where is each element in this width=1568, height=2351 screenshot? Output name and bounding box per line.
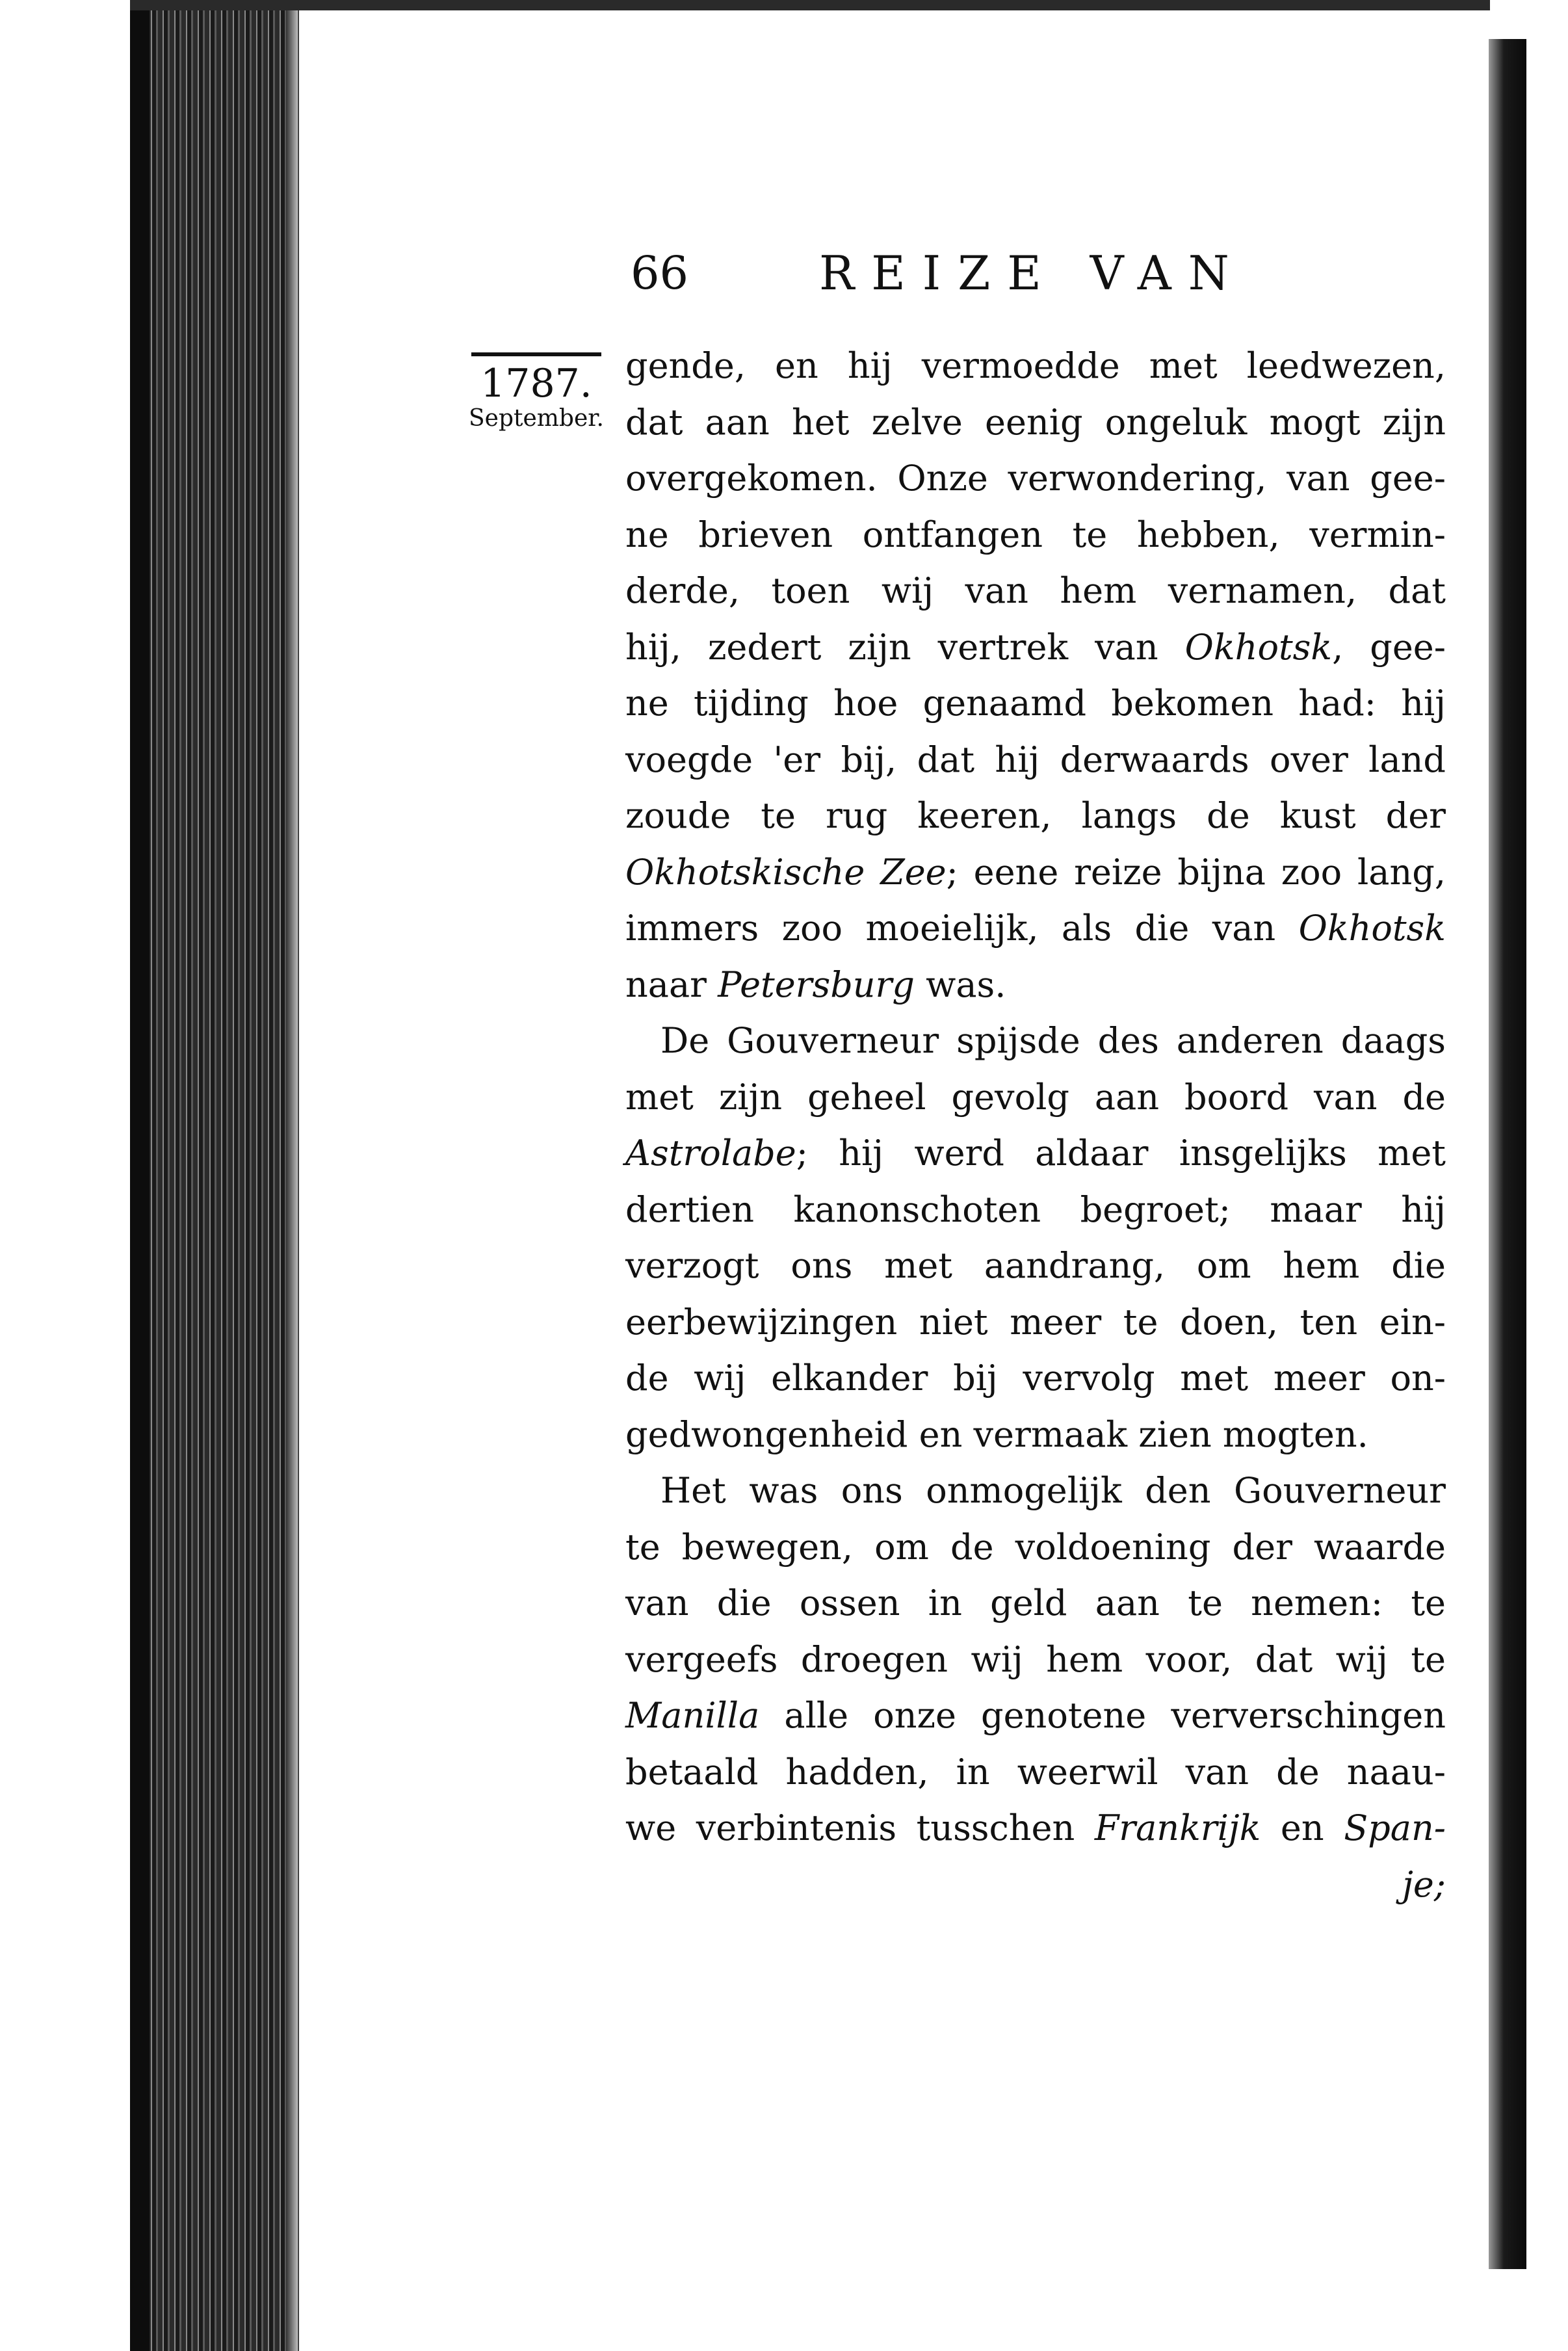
text-segment: zoude te rug keeren, langs de kust der [625, 795, 1446, 836]
text-segment: ne tijding hoe genaamd bekomen had: hij [625, 683, 1446, 724]
text-line [625, 788, 1446, 845]
text-line [625, 507, 1446, 564]
text-line [625, 1744, 1446, 1801]
text-line [625, 1575, 1446, 1632]
text-segment: we verbintenis tusschen [625, 1807, 1095, 1848]
body-text [625, 338, 1446, 1913]
text-segment: gedwongenheid en vermaak zien mogten. [625, 1413, 1368, 1455]
text-line [625, 451, 1446, 507]
italic-text: Span- [1344, 1807, 1446, 1848]
text-line [625, 1800, 1446, 1857]
text-segment: met zijn geheel gevolg aan boord van de [625, 1076, 1446, 1118]
text-line [625, 1350, 1446, 1407]
text-segment: overgekomen. Onze verwondering, van gee- [625, 458, 1446, 499]
page-top-edge [130, 0, 1495, 10]
text-line [625, 395, 1446, 451]
text-line [625, 1463, 1446, 1519]
text-segment: dertien kanonschoten begroet; maar hij [625, 1189, 1446, 1230]
text-line [625, 1125, 1446, 1182]
text-line [625, 1238, 1446, 1294]
italic-text: Okhotsk [1298, 908, 1446, 949]
text-segment: , gee- [1332, 626, 1446, 668]
text-segment: dat aan het zelve eenig ongeluk mogt zijn [625, 401, 1446, 443]
text-segment: voegde 'er bij, dat hij derwaards over land [625, 739, 1446, 780]
text-line [625, 676, 1446, 732]
text-line [625, 1688, 1446, 1744]
text-segment: verzogt ons met aandrang, om hem die [625, 1245, 1446, 1286]
text-segment: ; hij werd aldaar insgelijks met [796, 1133, 1446, 1174]
text-line [625, 1519, 1446, 1576]
page-right-edge [1489, 39, 1526, 2269]
text-line [625, 900, 1446, 957]
text-line [625, 732, 1446, 789]
text-line [625, 957, 1446, 1014]
margin-month: September. [469, 405, 604, 432]
text-line [625, 1070, 1446, 1126]
page-header [624, 241, 1274, 306]
text-segment: immers zoo moeielijk, als die van [625, 908, 1299, 949]
text-line [625, 845, 1446, 901]
text-segment: te bewegen, om de voldoening der waarde [625, 1526, 1446, 1568]
italic-text: Okhotsk [1184, 626, 1333, 668]
italic-text: Manilla [625, 1695, 760, 1736]
text-segment: ne brieven ontfangen te hebben, vermin- [625, 514, 1446, 555]
margin-date-note [465, 345, 608, 433]
text-line [625, 1857, 1446, 1913]
margin-rule [471, 352, 601, 356]
italic-text: Okhotskische Zee [625, 851, 947, 893]
text-segment: De Gouverneur spijsde des anderen daags [625, 1020, 1446, 1061]
italic-text: Petersburg [718, 964, 915, 1005]
text-segment: en [1261, 1807, 1344, 1848]
page-gutter-shadow [286, 0, 298, 2351]
text-segment: hij, zedert zijn vertrek van [625, 626, 1185, 668]
text-segment: alle onze genotene ververschingen [759, 1695, 1446, 1736]
scan-margin [0, 0, 130, 2351]
text-segment: betaald hadden, in weerwil van de naau- [625, 1751, 1446, 1793]
running-head: REIZE VAN [819, 246, 1246, 300]
text-line [625, 1632, 1446, 1688]
italic-text: je; [1402, 1863, 1446, 1905]
text-segment: de wij elkander bij vervolg met meer on- [625, 1358, 1446, 1399]
italic-text: Astrolabe [625, 1133, 796, 1174]
text-segment: was. [914, 964, 1006, 1005]
text-line [625, 563, 1446, 620]
text-line [625, 1294, 1446, 1351]
text-segment: naar [625, 964, 718, 1005]
text-segment: vergeefs droegen wij hem voor, dat wij te [625, 1638, 1446, 1680]
page-number: 66 [631, 246, 689, 300]
text-segment: Het was ons onmogelijk den Gouverneur [625, 1470, 1446, 1511]
text-segment: eerbewijzingen niet meer te doen, ten ein- [625, 1301, 1446, 1343]
text-segment: ; eene reize bijna zoo lang, [946, 851, 1446, 893]
text-line [625, 1013, 1446, 1070]
text-line [625, 338, 1446, 395]
text-segment: gende, en hij vermoedde met leedwezen, [625, 345, 1446, 386]
italic-text: Frankrijk [1094, 1807, 1261, 1848]
text-line [625, 1407, 1446, 1464]
text-line [625, 1182, 1446, 1239]
book-spine-shadow [130, 0, 150, 2351]
margin-year: 1787. [480, 361, 592, 406]
text-segment: van die ossen in geld aan te nemen: te [625, 1583, 1446, 1623]
text-segment: derde, toen wij van hem vernamen, dat [625, 570, 1446, 611]
text-line [625, 620, 1446, 676]
